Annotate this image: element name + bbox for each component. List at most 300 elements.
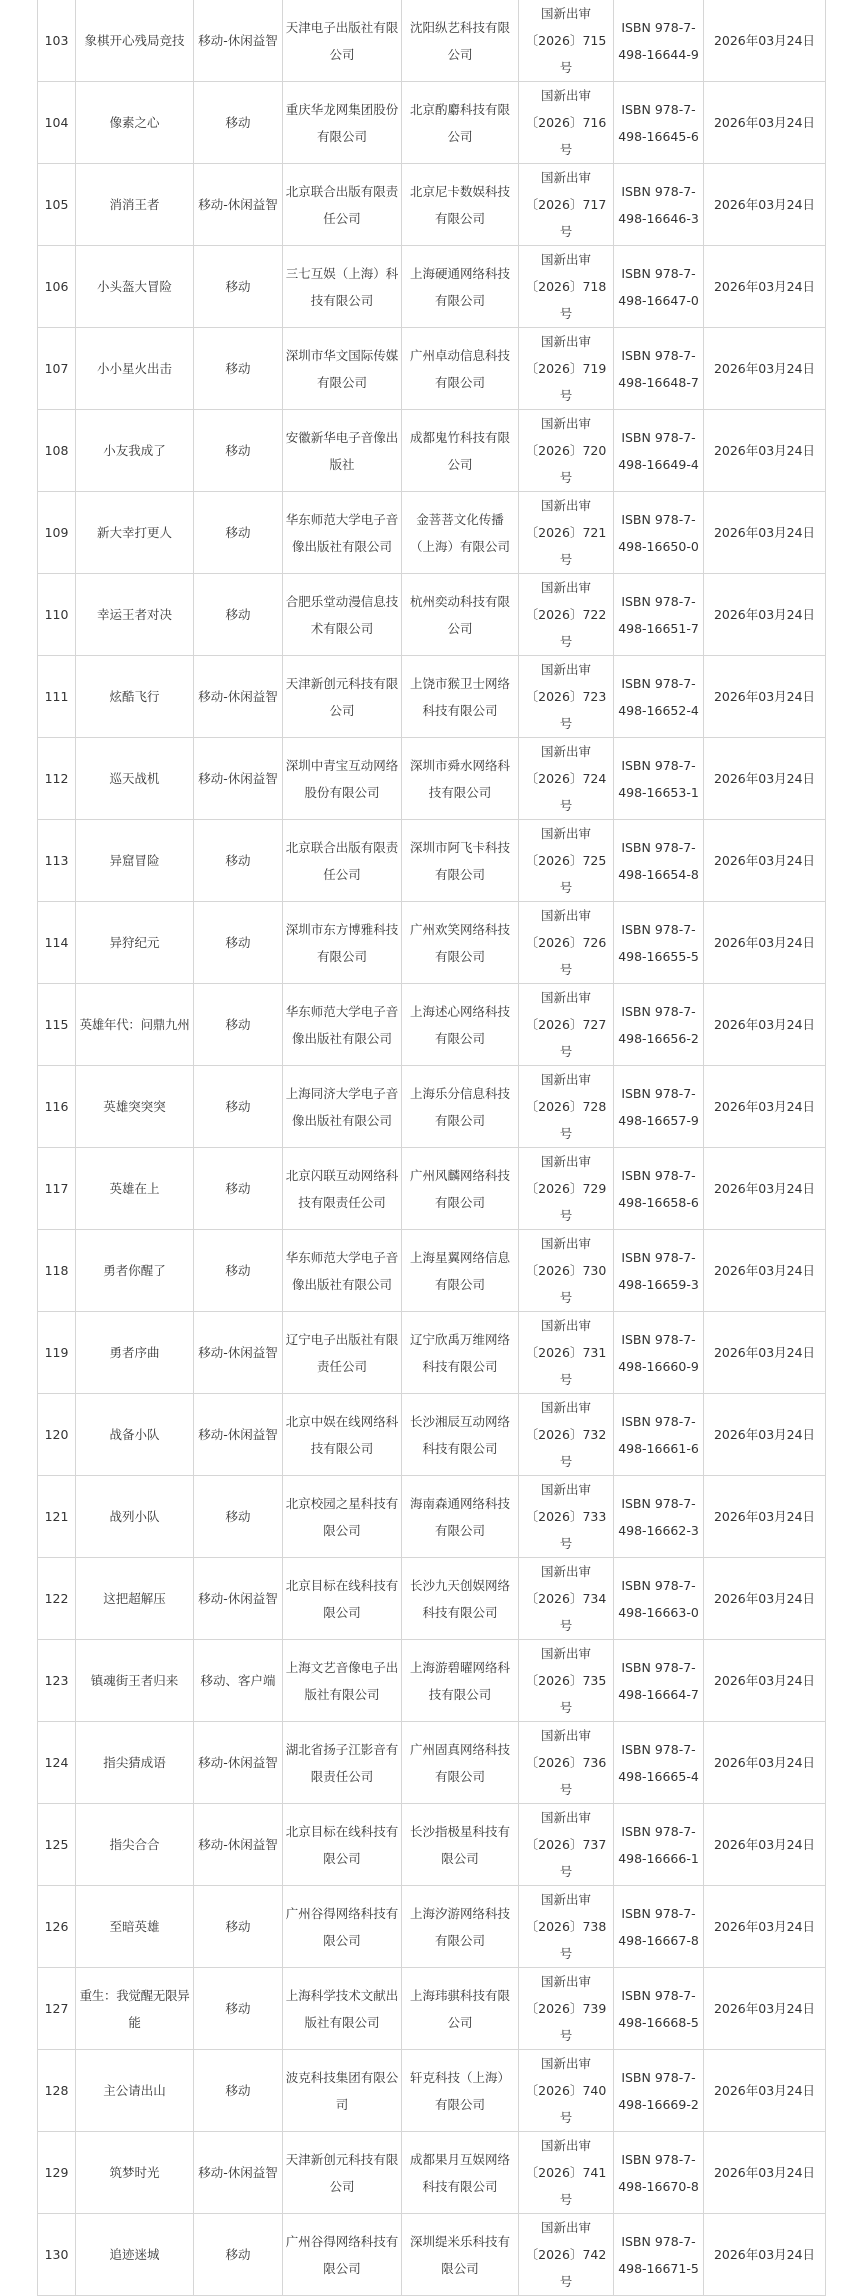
- cell-approval-number-line: 国新出审: [540, 252, 591, 267]
- cell-approval-number-line: 〔2026〕731号: [525, 1345, 607, 1387]
- cell-category: 移动-休闲益智: [194, 1394, 283, 1476]
- cell-publisher: 北京闪联互动网络科技有限责任公司: [283, 1148, 402, 1230]
- cell-approval-number-line: 国新出审: [540, 744, 591, 759]
- cell-game-name: 幸运王者对决: [76, 574, 194, 656]
- cell-category: 移动: [194, 1230, 283, 1312]
- cell-publisher: 北京目标在线科技有限公司: [283, 1558, 402, 1640]
- cell-publisher: 重庆华龙网集团股份有限公司: [283, 82, 402, 164]
- cell-approval-number-line: 〔2026〕719号: [525, 361, 607, 403]
- cell-isbn: [614, 1804, 704, 1886]
- cell-approval-number-line: 国新出审: [540, 2220, 591, 2235]
- cell-approval-number-line: 国新出审: [540, 1482, 591, 1497]
- cell-isbn-line: ISBN 978-7-: [621, 2151, 696, 2167]
- cell-approval-number: [519, 574, 614, 656]
- cell-approval-date: 2026年03月24日: [704, 2214, 826, 2296]
- cell-game-name: 这把超解压: [76, 1558, 194, 1640]
- cell-isbn: [614, 984, 704, 1066]
- cell-approval-date: 2026年03月24日: [704, 246, 826, 328]
- cell-approval-date: 2026年03月24日: [704, 2050, 826, 2132]
- cell-operator: 上海乐分信息科技有限公司: [402, 1066, 519, 1148]
- cell-number: 121: [38, 1476, 76, 1558]
- cell-operator: 沈阳纵艺科技有限公司: [402, 0, 519, 82]
- cell-approval-date: 2026年03月24日: [704, 1558, 826, 1640]
- cell-approval-date: 2026年03月24日: [704, 656, 826, 738]
- cell-approval-number-line: 国新出审: [540, 334, 591, 349]
- table-row: [38, 1230, 826, 1312]
- cell-approval-number: [519, 410, 614, 492]
- cell-approval-number-line: 〔2026〕738号: [525, 1919, 607, 1961]
- cell-number: 129: [38, 2132, 76, 2214]
- table-row: [38, 164, 826, 246]
- cell-approval-date: 2026年03月24日: [704, 492, 826, 574]
- cell-isbn: [614, 0, 704, 82]
- cell-operator: 上海星翼网络信息有限公司: [402, 1230, 519, 1312]
- cell-isbn-line: 498-16669-2: [618, 2096, 699, 2112]
- cell-isbn: [614, 820, 704, 902]
- cell-operator: 广州风麟网络科技有限公司: [402, 1148, 519, 1230]
- cell-publisher: 深圳中青宝互动网络股份有限公司: [283, 738, 402, 820]
- cell-isbn-line: ISBN 978-7-: [621, 1905, 696, 1921]
- cell-number: 117: [38, 1148, 76, 1230]
- cell-game-name: 英雄在上: [76, 1148, 194, 1230]
- cell-isbn-line: 498-16658-6: [618, 1194, 699, 1210]
- cell-operator: 广州卓动信息科技有限公司: [402, 328, 519, 410]
- cell-isbn: [614, 574, 704, 656]
- cell-category: 移动、客户端: [194, 1640, 283, 1722]
- cell-publisher: 广州谷得网络科技有限公司: [283, 2214, 402, 2296]
- cell-publisher: 北京目标在线科技有限公司: [283, 1804, 402, 1886]
- cell-publisher: 北京校园之星科技有限公司: [283, 1476, 402, 1558]
- cell-operator: 北京尼卡数娱科技有限公司: [402, 164, 519, 246]
- cell-isbn-line: ISBN 978-7-: [621, 1741, 696, 1757]
- cell-isbn-line: 498-16650-0: [618, 538, 699, 554]
- cell-publisher: 波克科技集团有限公司: [283, 2050, 402, 2132]
- cell-approval-number-line: 国新出审: [540, 1810, 591, 1825]
- cell-approval-date: 2026年03月24日: [704, 1968, 826, 2050]
- cell-approval-number-line: 〔2026〕722号: [525, 607, 607, 649]
- cell-game-name: 战列小队: [76, 1476, 194, 1558]
- cell-number: 112: [38, 738, 76, 820]
- cell-isbn: [614, 1476, 704, 1558]
- table-row: [38, 1558, 826, 1640]
- cell-isbn: [614, 164, 704, 246]
- cell-approval-date: 2026年03月24日: [704, 164, 826, 246]
- cell-approval-number-line: 〔2026〕727号: [525, 1017, 607, 1059]
- cell-category: 移动: [194, 902, 283, 984]
- cell-isbn: [614, 1722, 704, 1804]
- cell-isbn: [614, 2214, 704, 2296]
- cell-approval-date: 2026年03月24日: [704, 574, 826, 656]
- cell-isbn-line: 498-16664-7: [618, 1686, 699, 1702]
- cell-approval-number: [519, 1066, 614, 1148]
- cell-operator: 成都鬼竹科技有限公司: [402, 410, 519, 492]
- cell-approval-number-line: 国新出审: [540, 1892, 591, 1907]
- cell-number: 109: [38, 492, 76, 574]
- cell-isbn-line: ISBN 978-7-: [621, 183, 696, 199]
- cell-approval-number-line: 国新出审: [540, 170, 591, 185]
- cell-isbn-line: ISBN 978-7-: [621, 1987, 696, 2003]
- cell-approval-date: 2026年03月24日: [704, 1066, 826, 1148]
- table-row: [38, 410, 826, 492]
- cell-game-name: 至暗英雄: [76, 1886, 194, 1968]
- cell-isbn-line: ISBN 978-7-: [621, 1659, 696, 1675]
- cell-approval-number: [519, 328, 614, 410]
- cell-operator: 辽宁欣禹万维网络科技有限公司: [402, 1312, 519, 1394]
- cell-approval-date: 2026年03月24日: [704, 1722, 826, 1804]
- cell-category: 移动: [194, 2214, 283, 2296]
- cell-isbn-line: 498-16656-2: [618, 1030, 699, 1046]
- cell-operator: 北京酌麝科技有限公司: [402, 82, 519, 164]
- cell-approval-number: [519, 1312, 614, 1394]
- cell-operator: 长沙湘辰互动网络科技有限公司: [402, 1394, 519, 1476]
- cell-isbn-line: ISBN 978-7-: [621, 511, 696, 527]
- cell-approval-number-line: 〔2026〕730号: [525, 1263, 607, 1305]
- cell-approval-number: [519, 2214, 614, 2296]
- cell-isbn-line: 498-16659-3: [618, 1276, 699, 1292]
- cell-category: 移动: [194, 82, 283, 164]
- cell-approval-date: 2026年03月24日: [704, 984, 826, 1066]
- cell-approval-date: 2026年03月24日: [704, 1476, 826, 1558]
- table-row: [38, 902, 826, 984]
- cell-category: 移动: [194, 328, 283, 410]
- cell-number: 107: [38, 328, 76, 410]
- cell-isbn-line: ISBN 978-7-: [621, 429, 696, 445]
- cell-operator: 深圳市舜水网络科技有限公司: [402, 738, 519, 820]
- cell-approval-number: [519, 656, 614, 738]
- cell-operator: 金菩菩文化传播（上海）有限公司: [402, 492, 519, 574]
- cell-approval-number-line: 〔2026〕740号: [525, 2083, 607, 2125]
- cell-publisher: 辽宁电子出版社有限责任公司: [283, 1312, 402, 1394]
- cell-approval-number: [519, 984, 614, 1066]
- cell-game-name: 战备小队: [76, 1394, 194, 1476]
- cell-isbn-line: ISBN 978-7-: [621, 347, 696, 363]
- cell-number: 122: [38, 1558, 76, 1640]
- cell-isbn-line: 498-16644-9: [618, 46, 699, 62]
- cell-approval-number-line: 国新出审: [540, 1974, 591, 1989]
- cell-number: 104: [38, 82, 76, 164]
- table-row: [38, 1640, 826, 1722]
- cell-approval-number: [519, 1640, 614, 1722]
- cell-number: 120: [38, 1394, 76, 1476]
- cell-category: 移动-休闲益智: [194, 164, 283, 246]
- cell-publisher: 华东师范大学电子音像出版社有限公司: [283, 492, 402, 574]
- cell-category: 移动-休闲益智: [194, 738, 283, 820]
- cell-isbn: [614, 1640, 704, 1722]
- cell-approval-number-line: 〔2026〕716号: [525, 115, 607, 157]
- cell-category: 移动: [194, 1066, 283, 1148]
- cell-number: 118: [38, 1230, 76, 1312]
- cell-approval-number-line: 〔2026〕733号: [525, 1509, 607, 1551]
- cell-publisher: 北京联合出版有限责任公司: [283, 820, 402, 902]
- cell-isbn-line: 498-16660-9: [618, 1358, 699, 1374]
- cell-category: 移动-休闲益智: [194, 0, 283, 82]
- cell-approval-number-line: 〔2026〕725号: [525, 853, 607, 895]
- cell-approval-number-line: 国新出审: [540, 6, 591, 21]
- cell-game-name: 追迹迷城: [76, 2214, 194, 2296]
- cell-isbn-line: ISBN 978-7-: [621, 1331, 696, 1347]
- cell-isbn-line: ISBN 978-7-: [621, 1823, 696, 1839]
- cell-approval-number-line: 〔2026〕721号: [525, 525, 607, 567]
- cell-isbn: [614, 1230, 704, 1312]
- cell-number: 130: [38, 2214, 76, 2296]
- cell-approval-number: [519, 0, 614, 82]
- cell-game-name: 英雄年代：问鼎九州: [76, 984, 194, 1066]
- cell-approval-date: 2026年03月24日: [704, 820, 826, 902]
- cell-approval-number-line: 〔2026〕724号: [525, 771, 607, 813]
- cell-isbn-line: ISBN 978-7-: [621, 1577, 696, 1593]
- cell-isbn-line: ISBN 978-7-: [621, 19, 696, 35]
- cell-approval-number-line: 国新出审: [540, 1236, 591, 1251]
- cell-approval-number: [519, 1968, 614, 2050]
- cell-approval-number-line: 国新出审: [540, 908, 591, 923]
- cell-isbn-line: ISBN 978-7-: [621, 1495, 696, 1511]
- cell-game-name: 巡天战机: [76, 738, 194, 820]
- cell-isbn-line: 498-16649-4: [618, 456, 699, 472]
- cell-number: 124: [38, 1722, 76, 1804]
- table-row: [38, 1394, 826, 1476]
- cell-publisher: 华东师范大学电子音像出版社有限公司: [283, 984, 402, 1066]
- cell-isbn-line: 498-16654-8: [618, 866, 699, 882]
- cell-operator: 深圳缇米乐科技有限公司: [402, 2214, 519, 2296]
- table-row: [38, 246, 826, 328]
- cell-game-name: 消消王者: [76, 164, 194, 246]
- cell-operator: 轩克科技（上海）有限公司: [402, 2050, 519, 2132]
- cell-category: 移动-休闲益智: [194, 656, 283, 738]
- cell-number: 106: [38, 246, 76, 328]
- cell-isbn: [614, 1968, 704, 2050]
- cell-operator: 上海汐游网络科技有限公司: [402, 1886, 519, 1968]
- cell-game-name: 异狩纪元: [76, 902, 194, 984]
- cell-operator: 广州固真网络科技有限公司: [402, 1722, 519, 1804]
- cell-approval-date: 2026年03月24日: [704, 1640, 826, 1722]
- cell-number: 116: [38, 1066, 76, 1148]
- cell-approval-number-line: 国新出审: [540, 2138, 591, 2153]
- cell-approval-number-line: 国新出审: [540, 1564, 591, 1579]
- table-row: [38, 820, 826, 902]
- cell-number: 114: [38, 902, 76, 984]
- cell-operator: 成都果月互娱网络科技有限公司: [402, 2132, 519, 2214]
- table-row: [38, 1476, 826, 1558]
- cell-isbn: [614, 1886, 704, 1968]
- cell-isbn-line: ISBN 978-7-: [621, 1413, 696, 1429]
- cell-isbn-line: 498-16666-1: [618, 1850, 699, 1866]
- cell-publisher: 深圳市东方博雅科技有限公司: [283, 902, 402, 984]
- cell-isbn-line: 498-16645-6: [618, 128, 699, 144]
- cell-approval-date: 2026年03月24日: [704, 902, 826, 984]
- cell-approval-number-line: 〔2026〕717号: [525, 197, 607, 239]
- cell-category: 移动-休闲益智: [194, 1312, 283, 1394]
- cell-isbn: [614, 1148, 704, 1230]
- cell-operator: 上海述心网络科技有限公司: [402, 984, 519, 1066]
- cell-game-name: 象棋开心残局竞技: [76, 0, 194, 82]
- cell-approval-number-line: 国新出审: [540, 1318, 591, 1333]
- cell-approval-number: [519, 246, 614, 328]
- cell-approval-number-line: 国新出审: [540, 88, 591, 103]
- cell-operator: 上海硬通网络科技有限公司: [402, 246, 519, 328]
- table-row: [38, 1312, 826, 1394]
- cell-category: 移动-休闲益智: [194, 1558, 283, 1640]
- cell-operator: 上海玮骐科技有限公司: [402, 1968, 519, 2050]
- cell-category: 移动-休闲益智: [194, 1722, 283, 1804]
- cell-approval-date: 2026年03月24日: [704, 82, 826, 164]
- cell-game-name: 勇者序曲: [76, 1312, 194, 1394]
- cell-game-name: 主公请出山: [76, 2050, 194, 2132]
- cell-game-name: 指尖合合: [76, 1804, 194, 1886]
- cell-isbn-line: 498-16646-3: [618, 210, 699, 226]
- cell-isbn-line: ISBN 978-7-: [621, 1003, 696, 1019]
- cell-approval-date: 2026年03月24日: [704, 738, 826, 820]
- table-row: [38, 984, 826, 1066]
- cell-publisher: 三七互娱（上海）科技有限公司: [283, 246, 402, 328]
- cell-approval-number: [519, 2050, 614, 2132]
- cell-approval-date: 2026年03月24日: [704, 2132, 826, 2214]
- cell-isbn: [614, 1312, 704, 1394]
- cell-approval-number: [519, 1722, 614, 1804]
- cell-approval-number-line: 〔2026〕739号: [525, 2001, 607, 2043]
- cell-approval-number-line: 国新出审: [540, 580, 591, 595]
- cell-publisher: 上海同济大学电子音像出版社有限公司: [283, 1066, 402, 1148]
- cell-approval-number-line: 〔2026〕741号: [525, 2165, 607, 2207]
- cell-approval-number-line: 〔2026〕737号: [525, 1837, 607, 1879]
- cell-category: 移动: [194, 2050, 283, 2132]
- cell-category: 移动: [194, 1476, 283, 1558]
- cell-approval-number: [519, 1394, 614, 1476]
- game-approval-table-container: [37, 0, 825, 2296]
- cell-isbn-line: ISBN 978-7-: [621, 265, 696, 281]
- table-row: [38, 1804, 826, 1886]
- cell-approval-number-line: 国新出审: [540, 1400, 591, 1415]
- cell-game-name: 新大幸打更人: [76, 492, 194, 574]
- cell-approval-number: [519, 738, 614, 820]
- cell-approval-number-line: 〔2026〕734号: [525, 1591, 607, 1633]
- table-row: [38, 0, 826, 82]
- cell-operator: 杭州奕动科技有限公司: [402, 574, 519, 656]
- cell-isbn-line: ISBN 978-7-: [621, 1085, 696, 1101]
- cell-approval-number-line: 国新出审: [540, 1646, 591, 1661]
- cell-game-name: 英雄突突突: [76, 1066, 194, 1148]
- cell-publisher: 深圳市华文国际传媒有限公司: [283, 328, 402, 410]
- cell-number: 111: [38, 656, 76, 738]
- table-row: [38, 1886, 826, 1968]
- cell-approval-number-line: 国新出审: [540, 416, 591, 431]
- cell-isbn: [614, 328, 704, 410]
- cell-approval-number: [519, 82, 614, 164]
- cell-publisher: 天津新创元科技有限公司: [283, 656, 402, 738]
- cell-isbn: [614, 246, 704, 328]
- cell-approval-date: 2026年03月24日: [704, 328, 826, 410]
- cell-isbn-line: ISBN 978-7-: [621, 2233, 696, 2249]
- cell-isbn-line: 498-16668-5: [618, 2014, 699, 2030]
- game-approval-table: [37, 0, 826, 2296]
- table-row: [38, 1066, 826, 1148]
- cell-approval-number-line: 〔2026〕732号: [525, 1427, 607, 1469]
- cell-isbn-line: ISBN 978-7-: [621, 1167, 696, 1183]
- cell-approval-date: 2026年03月24日: [704, 1148, 826, 1230]
- cell-approval-number: [519, 164, 614, 246]
- cell-isbn: [614, 492, 704, 574]
- cell-isbn: [614, 410, 704, 492]
- cell-isbn-line: 498-16661-6: [618, 1440, 699, 1456]
- table-body: [38, 0, 826, 2296]
- cell-approval-number-line: 〔2026〕726号: [525, 935, 607, 977]
- cell-isbn-line: 498-16665-4: [618, 1768, 699, 1784]
- cell-publisher: 湖北省扬子江影音有限责任公司: [283, 1722, 402, 1804]
- cell-approval-number-line: 国新出审: [540, 990, 591, 1005]
- cell-isbn-line: ISBN 978-7-: [621, 675, 696, 691]
- cell-isbn-line: 498-16670-8: [618, 2178, 699, 2194]
- table-row: [38, 1968, 826, 2050]
- cell-isbn-line: 498-16655-5: [618, 948, 699, 964]
- cell-approval-date: 2026年03月24日: [704, 1886, 826, 1968]
- cell-isbn-line: 498-16653-1: [618, 784, 699, 800]
- cell-operator: 海南森通网络科技有限公司: [402, 1476, 519, 1558]
- cell-approval-number-line: 国新出审: [540, 662, 591, 677]
- cell-category: 移动: [194, 574, 283, 656]
- cell-game-name: 炫酷飞行: [76, 656, 194, 738]
- cell-publisher: 华东师范大学电子音像出版社有限公司: [283, 1230, 402, 1312]
- cell-publisher: 天津新创元科技有限公司: [283, 2132, 402, 2214]
- cell-isbn-line: 498-16652-4: [618, 702, 699, 718]
- table-row: [38, 738, 826, 820]
- table-row: [38, 1722, 826, 1804]
- cell-approval-number-line: 〔2026〕723号: [525, 689, 607, 731]
- cell-isbn: [614, 1558, 704, 1640]
- cell-approval-number: [519, 1148, 614, 1230]
- cell-isbn: [614, 82, 704, 164]
- cell-game-name: 异窟冒险: [76, 820, 194, 902]
- cell-isbn-line: ISBN 978-7-: [621, 921, 696, 937]
- cell-approval-number: [519, 1476, 614, 1558]
- cell-approval-date: 2026年03月24日: [704, 1312, 826, 1394]
- cell-isbn-line: 498-16662-3: [618, 1522, 699, 1538]
- cell-category: 移动: [194, 1886, 283, 1968]
- cell-approval-number-line: 国新出审: [540, 1728, 591, 1743]
- table-row: [38, 656, 826, 738]
- cell-operator: 长沙九天创娱网络科技有限公司: [402, 1558, 519, 1640]
- cell-approval-number: [519, 902, 614, 984]
- cell-approval-number: [519, 1804, 614, 1886]
- cell-game-name: 镇魂街王者归来: [76, 1640, 194, 1722]
- cell-approval-number-line: 国新出审: [540, 498, 591, 513]
- cell-isbn-line: 498-16648-7: [618, 374, 699, 390]
- cell-approval-number: [519, 1230, 614, 1312]
- cell-game-name: 勇者你醒了: [76, 1230, 194, 1312]
- cell-publisher: 广州谷得网络科技有限公司: [283, 1886, 402, 1968]
- cell-publisher: 上海文艺音像电子出版社有限公司: [283, 1640, 402, 1722]
- cell-game-name: 小小星火出击: [76, 328, 194, 410]
- cell-isbn: [614, 656, 704, 738]
- cell-approval-date: 2026年03月24日: [704, 1230, 826, 1312]
- cell-approval-number-line: 〔2026〕742号: [525, 2247, 607, 2289]
- cell-isbn: [614, 738, 704, 820]
- table-row: [38, 82, 826, 164]
- cell-approval-number-line: 〔2026〕718号: [525, 279, 607, 321]
- cell-isbn-line: 498-16671-5: [618, 2260, 699, 2276]
- cell-number: 127: [38, 1968, 76, 2050]
- cell-category: 移动: [194, 1968, 283, 2050]
- table-row: [38, 2214, 826, 2296]
- cell-operator: 广州欢笑网络科技有限公司: [402, 902, 519, 984]
- cell-isbn-line: ISBN 978-7-: [621, 839, 696, 855]
- cell-category: 移动: [194, 1148, 283, 1230]
- cell-isbn: [614, 2132, 704, 2214]
- table-row: [38, 328, 826, 410]
- cell-number: 128: [38, 2050, 76, 2132]
- cell-isbn-line: 498-16663-0: [618, 1604, 699, 1620]
- cell-number: 123: [38, 1640, 76, 1722]
- cell-approval-number: [519, 820, 614, 902]
- cell-number: 115: [38, 984, 76, 1066]
